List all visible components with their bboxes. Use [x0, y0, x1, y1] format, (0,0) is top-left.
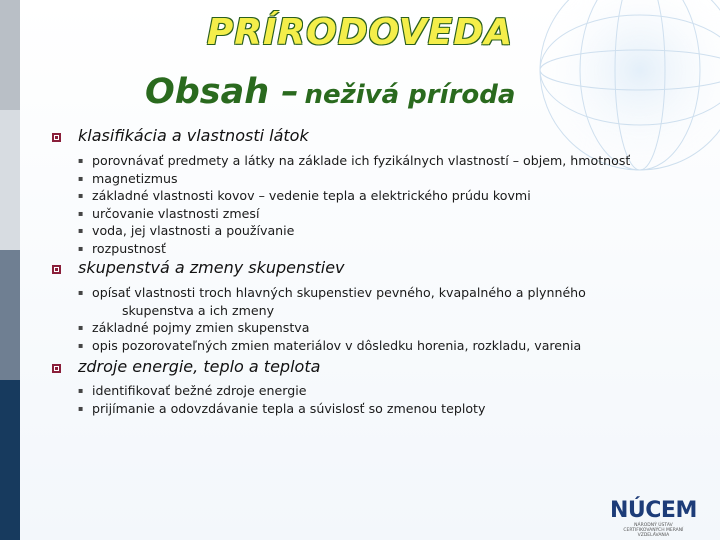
- section-list: [78, 284, 586, 354]
- list-item: ▪ opis pozorovateľných zmien materiálov v dôsledku horenia, rozkladu, varenia: [78, 337, 586, 355]
- page-title: PRÍRODOVEDA: [206, 12, 514, 53]
- list-item: ▪ prijímanie a odovzdávanie tepla a súvislosť so zmenou teploty: [78, 400, 485, 418]
- side-band-light: [0, 110, 20, 250]
- nucem-logo: [610, 498, 697, 538]
- side-band-mid: [0, 250, 20, 380]
- logo-subtitle: NÁRODNÝ ÚSTAV CERTIFIKOVANÝCH MERANÍ VZDELÁVANIA: [623, 523, 684, 538]
- list-item: ▪ identifikovať bežné zdroje energie: [78, 382, 485, 400]
- list-item: ▪ voda, jej vlastnosti a používanie: [78, 222, 630, 240]
- list-item: ▪ magnetizmus: [78, 170, 630, 188]
- list-item: ▪ rozpustnosť: [78, 240, 630, 258]
- section-heading: skupenstvá a zmeny skupenstiev: [78, 258, 345, 277]
- logo-name: NÚCEM: [610, 498, 697, 523]
- section-bullet-icon: [52, 364, 61, 373]
- page-subtitle: [145, 72, 515, 112]
- subtitle-main: Obsah –: [145, 72, 299, 112]
- section-heading: zdroje energie, teplo a teplota: [78, 357, 321, 376]
- list-item: ▪ základné pojmy zmien skupenstva: [78, 319, 586, 337]
- section-bullet-icon: [52, 265, 61, 274]
- section-bullet-icon: [52, 133, 61, 142]
- list-item-text: opísať vlastnosti troch hlavných skupenstiev pevného, kvapalného a plynného: [92, 285, 586, 300]
- section-list: [78, 382, 485, 417]
- list-item: [78, 284, 586, 319]
- list-item-continuation: skupenstva a ich zmeny: [122, 302, 275, 318]
- section-list: [78, 152, 630, 257]
- side-band-dark: [0, 380, 20, 540]
- list-item: ▪ základné vlastnosti kovov – vedenie tepla a elektrického prúdu kovmi: [78, 187, 630, 205]
- subtitle-rest: neživá príroda: [304, 80, 516, 110]
- list-item: ▪ určovanie vlastnosti zmesí: [78, 205, 630, 223]
- section-heading: klasifikácia a vlastnosti látok: [78, 126, 309, 145]
- list-item: ▪ porovnávať predmety a látky na základe ich fyzikálnych vlastností – objem, hmotnosť: [78, 152, 630, 170]
